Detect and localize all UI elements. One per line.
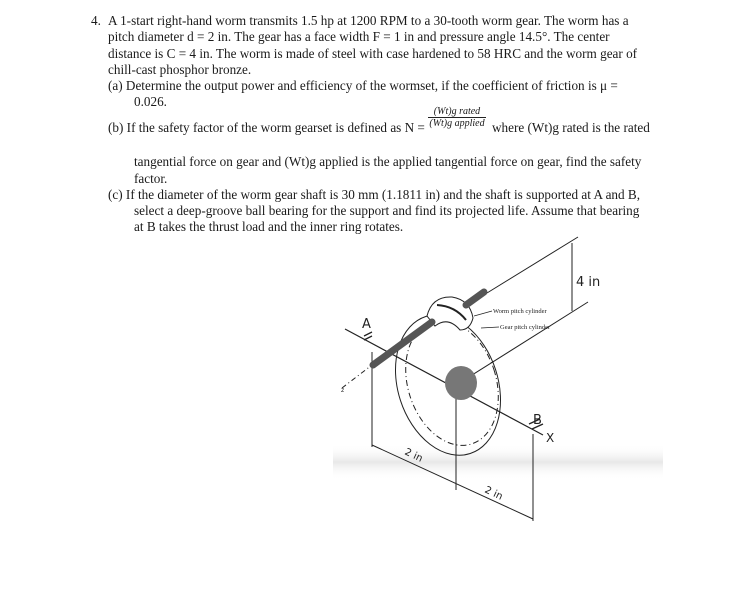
worm-shaft — [373, 322, 432, 365]
gear-hub — [445, 366, 477, 400]
intro-line-3: distance is C = 4 in. The worm is made of steel with case hardened to 58 HRC and the worm gear of — [108, 45, 638, 61]
dim-right-label: 2 in — [482, 484, 505, 503]
part-c-line-3: at B takes the thrust load and the inner ring rotates. — [134, 219, 404, 234]
part-b-line-2: tangential force on gear and (Wt)g applied is the applied tangential force on gear, find the safety — [134, 154, 642, 169]
gear-pitch-cylinder-label: Gear pitch cylinder — [500, 324, 551, 331]
label-x: X — [546, 431, 555, 445]
part-a-line-1: (a) Determine the output power and efficiency of the wormset, if the coefficient of friction is μ = — [108, 78, 618, 93]
label-z: z — [341, 387, 345, 394]
dim-left-label: 2 in — [402, 446, 425, 465]
dim-center-label: 4 in — [576, 275, 601, 290]
label-b: B — [533, 413, 542, 428]
gear-leader — [481, 327, 499, 328]
bearing-a-mark-2 — [364, 336, 372, 340]
intro-line-2: pitch diameter d = 2 in. The gear has a face width F = 1 in and pressure angle 14.5°. The center — [108, 29, 610, 44]
problem-number: 4. — [91, 13, 101, 28]
worm-axis-extension — [487, 237, 578, 293]
fraction-denominator: (Wt)g applied — [429, 118, 485, 129]
part-c-line-2: select a deep-groove ball bearing for the support and find its projected life. Assume that bearing — [134, 203, 640, 218]
part-b-lead: (b) If the safety factor of the worm gearset is defined as N = — [108, 120, 425, 135]
part-a-line-2: 0.026. — [134, 94, 167, 109]
shaft-axis-line — [345, 329, 543, 435]
part-c-line-1: (c) If the diameter of the worm gear shaft is 30 mm (1.1811 in) and the shaft is supported at A and B, — [108, 187, 641, 202]
label-a: A — [362, 317, 371, 332]
worm-pitch-cylinder-label: Worm pitch cylinder — [493, 308, 547, 315]
part-b-where: where (Wt)g rated is the rated — [492, 120, 650, 135]
intro-line-1: A 1-start right-hand worm transmits 1.5 hp at 1200 RPM to a 30-tooth worm gear. The worm has a — [108, 13, 629, 28]
worm-axis-centerline — [342, 365, 372, 388]
intro-line-4: chill-cast phosphor bronze. — [108, 62, 252, 77]
worm-leader — [474, 311, 492, 316]
part-b-line-3: factor. — [134, 171, 168, 186]
bearing-a-mark — [364, 332, 372, 336]
fraction-numerator: (Wt)g rated — [433, 106, 481, 117]
worm-shaft-end — [466, 292, 484, 305]
